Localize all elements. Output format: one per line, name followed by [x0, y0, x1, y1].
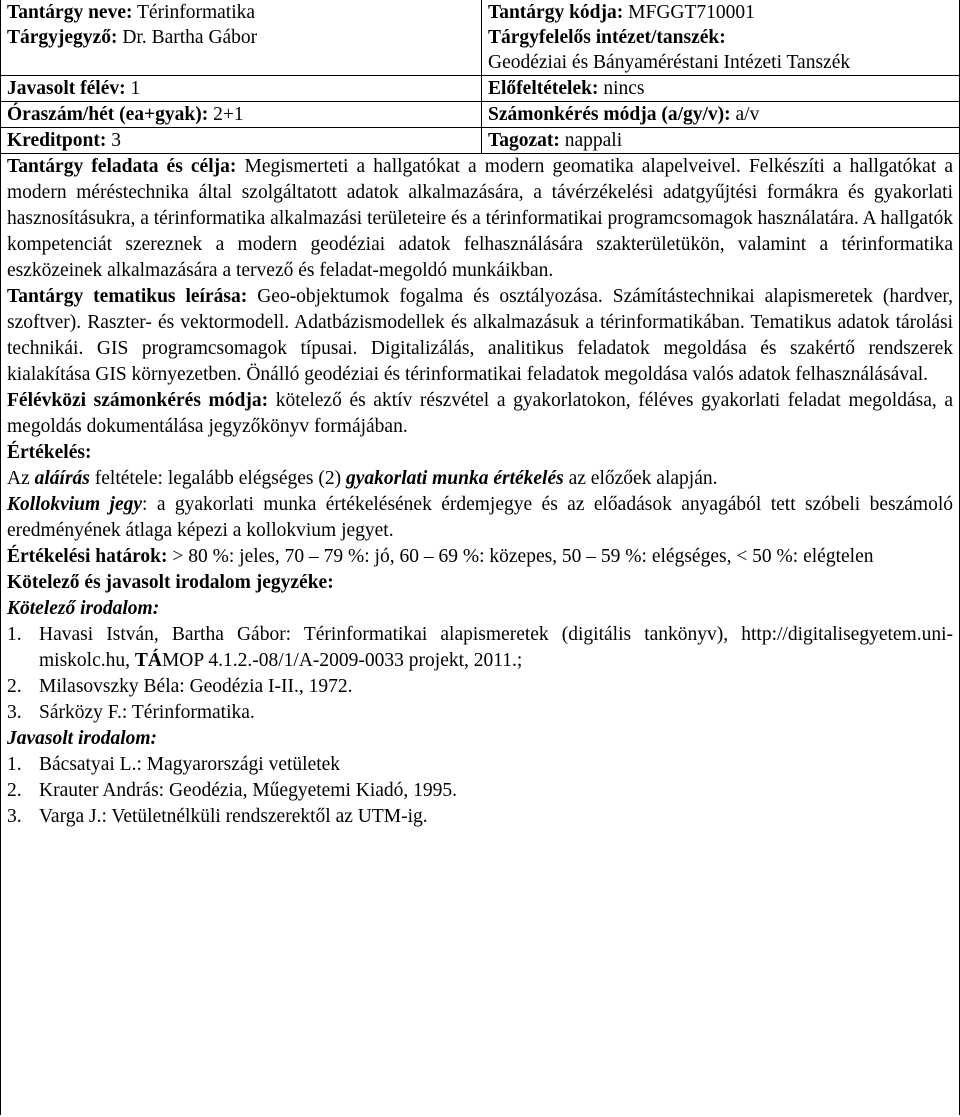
course-name: Tantárgy neve: Térinformatika — [7, 2, 256, 23]
suggested-literature-list — [7, 752, 953, 830]
course-body — [1, 154, 959, 830]
required-literature-list — [7, 622, 953, 726]
topics-section: Tantárgy tematikus leírása: Geo-objektumok fogalma és osztályozása. Számítástechnikai alapismeretek (hardver, szoftver). Raszter- és vektormodell. Adatbázismodellek és alkalmazásuk a térinformatikában. Tematikus adatok tárolási technikái. GIS programcsomagok típusai. Digitalizálás, analitikus feladatok megoldása és szakértő rendszerek kialakítása GIS környezetben. Önálló geodéziai és térinformatikai feladatok megoldása valós adatok felhasználásával. — [7, 286, 954, 385]
header-left-top — [1, 0, 482, 76]
hours-cell: Óraszám/hét (ea+gyak): 2+1 — [1, 102, 482, 128]
list-item: 1. Bácsatyai L.: Magyarországi vetületek — [7, 754, 341, 775]
required-literature-heading: Kötelező irodalom: — [7, 598, 160, 619]
list-item: 3. Sárközy F.: Térinformatika. — [7, 702, 255, 723]
prerequisites-cell: Előfeltételek: nincs — [482, 76, 960, 102]
semester-cell: Javasolt félév: 1 — [1, 76, 482, 102]
colloquium-grade: Kollokvium jegy: a gyakorlati munka értékelésének érdemjegye és az előadások anyagából tett szóbeli beszámoló eredményének átlaga képezi a kollokvium jegyet. — [7, 494, 953, 541]
list-item: 1. Havasi István, Bartha Gábor: Térinformatikai alapismeretek (digitális tankönyv), http://digitalisegyetem.uni-miskolc.hu, TÁMOP 4.1.2.-08/1/A-2009-0033 projekt, 2011.; — [7, 624, 953, 671]
evaluation-heading: Értékelés: — [7, 442, 92, 463]
literature-heading: Kötelező és javasolt irodalom jegyzéke: — [7, 572, 334, 593]
study-mode-cell: Tagozat: nappali — [482, 128, 960, 154]
list-item: 3. Varga J.: Vetületnélküli rendszerektől az UTM-ig. — [7, 806, 428, 827]
midterm-section: Félévközi számonkérés módja: kötelező és aktív részvétel a gyakorlatokon, féléves gyakorlati feladat megoldása, a megoldás dokumentálása jegyzőkönyv formájában. — [7, 390, 954, 437]
course-department: Tárgyfelelős intézet/tanszék: Geodéziai és Bányaméréstani Intézeti Tanszék — [488, 27, 851, 73]
list-item: 2. Milasovszky Béla: Geodézia I-II., 1972. — [7, 676, 353, 697]
header-right-top — [482, 0, 960, 76]
credit-cell: Kreditpont: 3 — [1, 128, 482, 154]
signature-condition: Az aláírás feltétele: legalább elégséges (2) gyakorlati munka értékelés az előzőek alapján. — [7, 468, 718, 489]
course-owner: Tárgyjegyző: Dr. Bartha Gábor — [7, 27, 258, 48]
grading-limits: Értékelési határok: > 80 %: jeles, 70 – 79 %: jó, 60 – 69 %: közepes, 50 – 59 %: elégséges, < 50 %: elégtelen — [7, 546, 874, 567]
list-item: 2. Krauter András: Geodézia, Műegyetemi Kiadó, 1995. — [7, 780, 458, 801]
suggested-literature-heading: Javasolt irodalom: — [7, 728, 158, 749]
goal-section: Tantárgy feladata és célja: Megismerteti a hallgatókat a modern geomatika alapelveivel. Felkészíti a hallgatókat a modern méréstechnika által szolgáltatott adatok alkalmazására, a távérzékelési adatgyűjtési formákra és gyakorlati hasznosításukra, a térinformatika alkalmazási területeire és a térinformatikai programcsomagok használatára. A hallgatók kompetenciát szereznek a modern geodéziai adatok felhasználására szakterületükön, valamint a térinformatika eszközeinek alkalmazására a tervező és feladat-megoldó munkáikban. — [7, 156, 954, 281]
exam-mode-cell: Számonkérés módja (a/gy/v): a/v — [482, 102, 960, 128]
course-header-table — [1, 0, 959, 154]
course-code: Tantárgy kódja: MFGGT710001 — [488, 2, 755, 23]
